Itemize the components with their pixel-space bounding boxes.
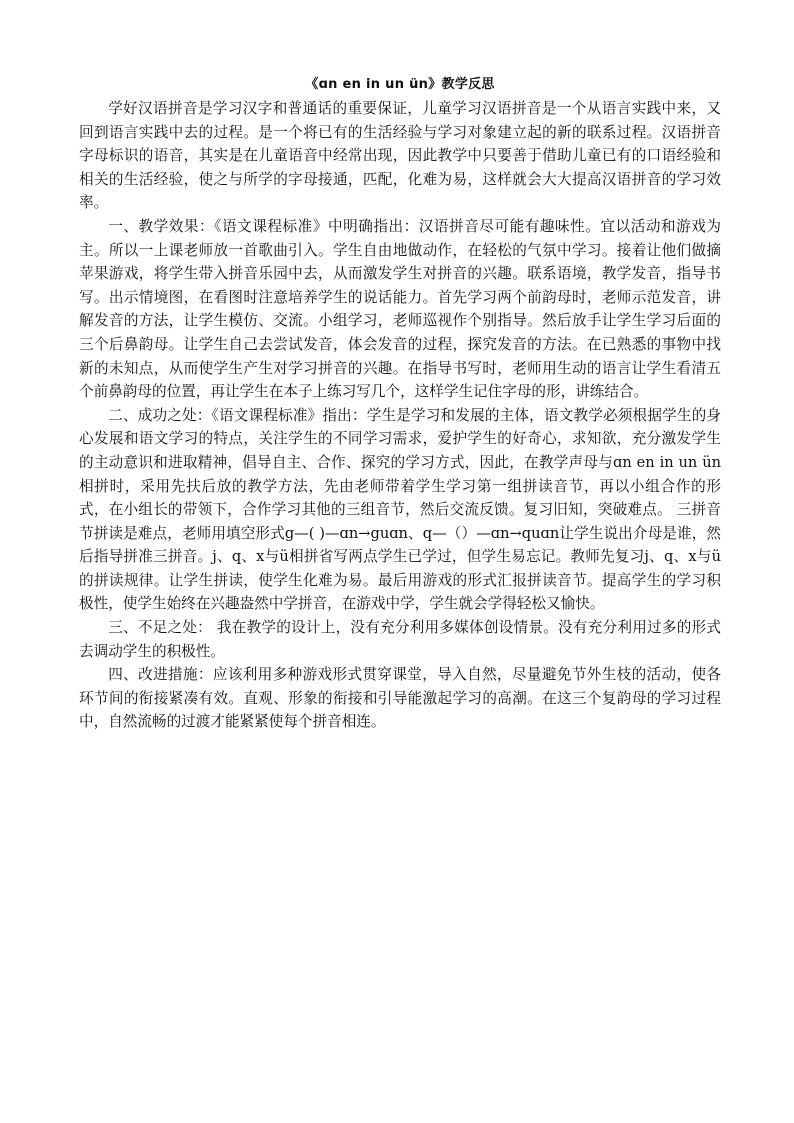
intro-paragraph: 学好汉语拼音是学习汉字和普通话的重要保证，儿童学习汉语拼音是一个从语言实践中来，又回到语言实践中去的过程。是一个将已有的生活经验与学习对象建立起的新的联系过程。汉语拼音字母标识的语音，其实是在儿童语音中经常出现，因此教学中只要善于借助儿童已有的口语经验和相关的生活经验，使之与所学的字母接通，匹配，化难为易，这样就会大大提高汉语拼音的学习效率。 (79, 100, 721, 212)
document-title: 《ɑn en in un ün》教学反思 (305, 77, 495, 92)
success-paragraph: 二、成功之处：《语文课程标准》指出：学生是学习和发展的主体，语文教学必须根据学生的身心发展和语文学习的特点，关注学生的不同学习需求，爱护学生的好奇心，求知欲，充分激发学生的主动意识和进取精神，倡导自主、合作、探究的学习方式，因此，在教学声母与ɑn en in un ün相拼时，采用先扶后放的教学方法，先由老师带着学生学习第一组拼读音节，再以小组合作的形式，在小组长的带领下，合作学习其他的三组音节，然后交流反馈。复习旧知，突破难点。 三拼音节拼读是难点，老师用填空形式g—( )—ɑn→guɑn、q—（）—ɑn→quɑn让学生说出介母是谁，然后指导拼准三拼音。j、q、x与ü相拼省写两点学生已学过，但学生易忘记。教师先复习j、q、x与ü的拼读规律。让学生拼读，使学生化难为易。最后用游戏的形式汇报拼读音节。提高学生的学习积极性，使学生始终在兴趣盎然中学拼音，在游戏中学，学生就会学得轻松又愉快。 (79, 406, 721, 613)
document-page (79, 74, 721, 734)
shortcomings-paragraph: 三、不足之处： 我在教学的设计上，没有充分利用多媒体创设情景。没有充分利用过多的形式去调动学生的积极性。 (79, 619, 721, 660)
teaching-effect-paragraph: 一、教学效果：《语文课程标准》中明确指出：汉语拼音尽可能有趣味性。宜以活动和游戏为主。所以一上课老师放一首歌曲引入。学生自由地做动作，在轻松的气氛中学习。接着让他们做摘苹果游戏，将学生带入拼音乐园中去，从而激发学生对拼音的兴趣。联系语境，教学发音，指导书写。出示情境图，在看图时注意培养学生的说话能力。首先学习两个前韵母时，老师示范发音，讲解发音的方法，让学生模仿、交流。小组学习，老师巡视作个别指导。然后放手让学生学习后面的三个后鼻韵母。让学生自己去尝试发音，体会发音的过程，探究发音的方法。在已熟悉的事物中找新的未知点，从而使学生产生对学习拼音的兴趣。在指导书写时，老师用生动的语言让学生看清五个前鼻韵母的位置，再让学生在本子上练习写几个，这样学生记住字母的形，讲练结合。 (79, 217, 721, 401)
improvements-paragraph: 四、改进措施：应该利用多种游戏形式贯穿课堂，导入自然，尽量避免节外生枝的活动，使各环节间的衔接紧凑有效。直观、形象的衔接和引导能激起学习的高潮。在这三个复韵母的学习过程中，自然流畅的过渡才能紧紧使每个拼音相连。 (79, 666, 721, 731)
